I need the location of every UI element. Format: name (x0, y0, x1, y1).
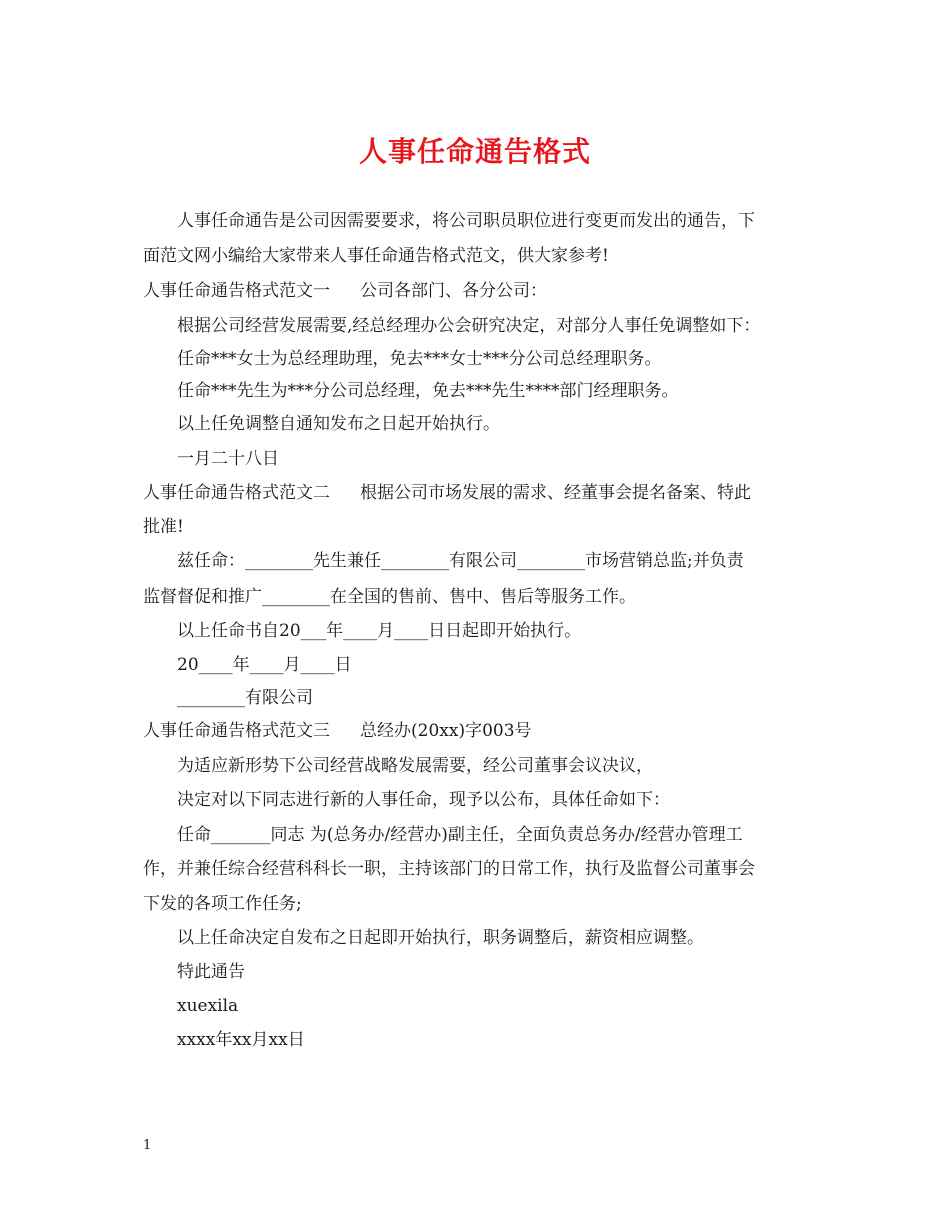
section-heading-3 (143, 720, 532, 742)
paragraph-line: 监督督促和推广________在全国的售前、售中、售后等服务工作。 (143, 587, 636, 607)
paragraph-line: 任命***女士为总经理助理，免去***女士***分公司总经理职务。 (177, 349, 662, 369)
intro-line-2: 面范文网小编给大家带来人事任命通告格式范文，供大家参考! (143, 246, 609, 266)
paragraph-line: 下发的各项工作任务; (143, 894, 302, 914)
paragraph-line: 批准! (143, 517, 184, 537)
section-heading-2 (143, 482, 751, 504)
date-line: 20____年____月____日 (177, 655, 352, 675)
page-title: 人事任命通告格式 (358, 135, 591, 168)
signature-line: xuexila (177, 996, 239, 1016)
page-number: 1 (143, 1138, 152, 1153)
date-line: 一月二十八日 (177, 449, 279, 469)
closing-line: 特此通告 (177, 962, 245, 982)
paragraph-line: 任命_______同志 为(总务办/经营办)副主任，全面负责总务办/经营办管理工 (177, 825, 743, 845)
paragraph-line: 为适应新形势下公司经营战略发展需要，经公司董事会议决议， (177, 756, 653, 776)
paragraph-line: 以上任免调整自通知发布之日起开始执行。 (177, 414, 500, 434)
section-heading-1-recipient: 公司各部门、各分公司： (360, 281, 547, 301)
intro-line-1: 人事任命通告是公司因需要要求，将公司职员职位进行变更而发出的通告，下 (177, 211, 755, 231)
section-heading-1-label: 人事任命通告格式范文一 (143, 281, 330, 301)
section-heading-2-text: 根据公司市场发展的需求、经董事会提名备案、特此 (360, 483, 751, 503)
date-line: xxxx年xx月xx日 (177, 1030, 305, 1050)
paragraph-line: 兹任命：________先生兼任________有限公司________市场营销总监;并负责 (177, 551, 744, 571)
paragraph-line: 作，并兼任综合经营科科长一职，主持该部门的日常工作，执行及监督公司董事会 (143, 859, 755, 879)
section-heading-1 (143, 280, 547, 302)
paragraph-line: 根据公司经营发展需要,经总经理办公会研究决定，对部分人事任免调整如下： (177, 316, 761, 336)
paragraph-line: 以上任命决定自发布之日起即开始执行，职务调整后，薪资相应调整。 (177, 928, 704, 948)
company-line: ________有限公司 (177, 688, 313, 708)
paragraph-line: 任命***先生为***分公司总经理，免去***先生****部门经理职务。 (177, 381, 679, 401)
paragraph-line: 决定对以下同志进行新的人事任命，现予以公布，具体任命如下： (177, 790, 670, 810)
section-heading-2-label: 人事任命通告格式范文二 (143, 483, 330, 503)
section-heading-3-label: 人事任命通告格式范文三 (143, 721, 330, 741)
paragraph-line: 以上任命书自20___年____月____日日起即开始执行。 (177, 621, 582, 641)
section-heading-3-docno: 总经办(20xx)字003号 (360, 721, 532, 741)
